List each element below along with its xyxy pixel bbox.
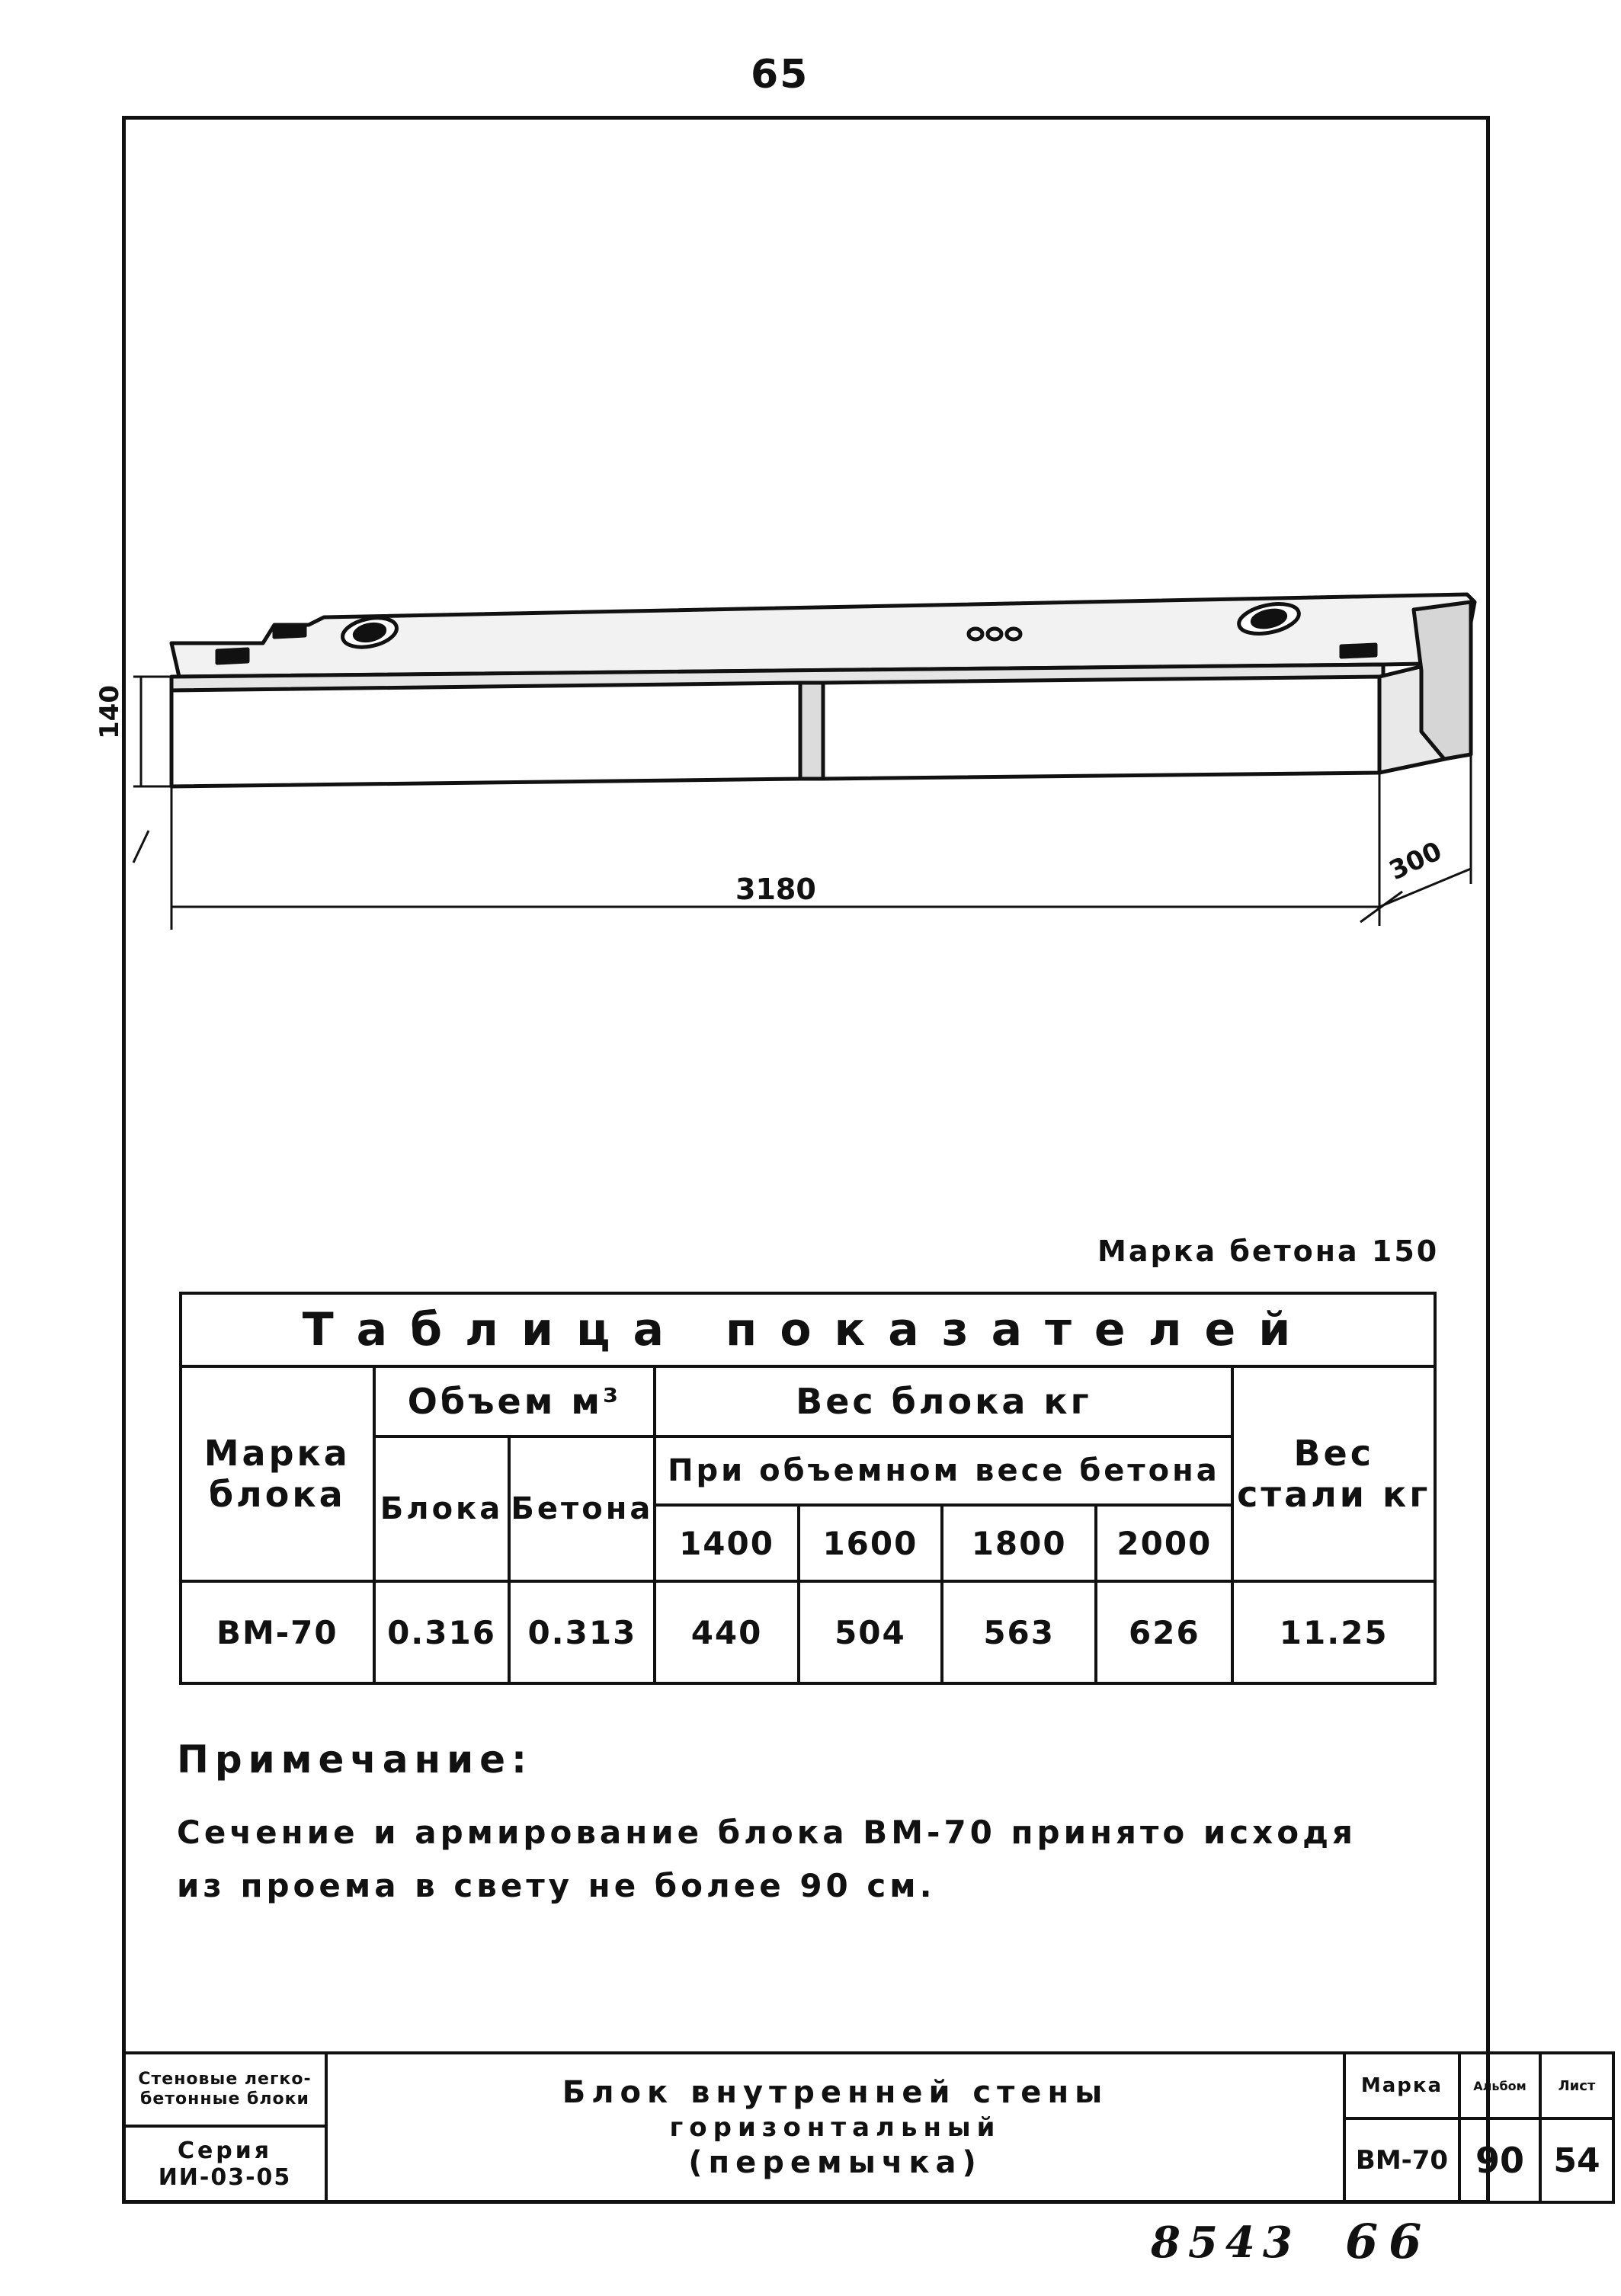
stamp-sheet-value: 54 bbox=[1539, 2117, 1615, 2204]
row-weight-2000: 626 bbox=[1096, 1581, 1232, 1683]
header-mark: Марка блока bbox=[181, 1366, 374, 1581]
density-1400: 1400 bbox=[655, 1505, 798, 1581]
header-volume-block: Блока bbox=[374, 1436, 510, 1581]
stamp-album-value: 90 bbox=[1458, 2117, 1542, 2204]
density-2000: 2000 bbox=[1096, 1505, 1232, 1581]
row-weight-1400: 440 bbox=[655, 1581, 798, 1683]
header-steel: Вес стали кг bbox=[1232, 1366, 1435, 1581]
row-vol-concrete: 0.313 bbox=[509, 1581, 655, 1683]
specs-table bbox=[179, 1292, 1437, 1685]
note-line-2: из проема в свету не более 90 см. bbox=[177, 1867, 936, 1904]
note-title: Примечание: bbox=[177, 1737, 533, 1782]
note-line-1: Сечение и армирование блока ВМ-70 принято исходя bbox=[177, 1814, 1357, 1851]
row-steel: 11.25 bbox=[1232, 1581, 1435, 1683]
stamp-album-label: Альбом bbox=[1458, 2051, 1542, 2120]
stamp-title-line-1: Блок внутренней стены bbox=[562, 2074, 1109, 2110]
row-mark: ВМ-70 bbox=[181, 1581, 374, 1683]
concrete-grade: Марка бетона 150 bbox=[1097, 1234, 1440, 1268]
stamp-series-label: Серия bbox=[177, 2137, 273, 2164]
stamp-series-code: ИИ-03-05 bbox=[158, 2164, 292, 2191]
stamp-sheet-label: Лист bbox=[1539, 2051, 1615, 2120]
table-title: Таблица показателей bbox=[181, 1293, 1435, 1366]
stamp-title-line-2: горизонтальный bbox=[669, 2112, 1001, 2143]
header-volume-concrete: Бетона bbox=[509, 1436, 655, 1581]
row-weight-1600: 504 bbox=[799, 1581, 942, 1683]
header-weight: Вес блока кг bbox=[655, 1366, 1232, 1436]
density-1600: 1600 bbox=[799, 1505, 942, 1581]
header-volume: Объем м³ bbox=[374, 1366, 655, 1436]
handwritten-page: 66 bbox=[1345, 2214, 1433, 2269]
page-number: 65 bbox=[751, 52, 809, 98]
stamp-series bbox=[122, 2125, 328, 2204]
block-drawing bbox=[95, 579, 1490, 960]
dim-height-label: 140 bbox=[95, 685, 125, 739]
stamp-title-line-3: (перемычка) bbox=[688, 2145, 982, 2181]
stamp-title bbox=[325, 2051, 1346, 2204]
header-weight-sub: При объемном весе бетона bbox=[655, 1436, 1232, 1505]
dim-length-label: 3180 bbox=[735, 873, 816, 906]
stamp-series-group: Стеновые легко-бетонные блоки bbox=[122, 2051, 328, 2128]
stamp-mark-label: Марка bbox=[1343, 2051, 1461, 2120]
dim-depth-label: 300 bbox=[1384, 835, 1447, 887]
row-weight-1800: 563 bbox=[942, 1581, 1096, 1683]
handwritten-code: 8543 bbox=[1151, 2218, 1300, 2268]
density-1800: 1800 bbox=[942, 1505, 1096, 1581]
table-row bbox=[181, 1581, 1435, 1683]
row-vol-block: 0.316 bbox=[374, 1581, 510, 1683]
stamp-mark-value: ВМ-70 bbox=[1343, 2117, 1461, 2204]
title-block bbox=[122, 2051, 1600, 2204]
